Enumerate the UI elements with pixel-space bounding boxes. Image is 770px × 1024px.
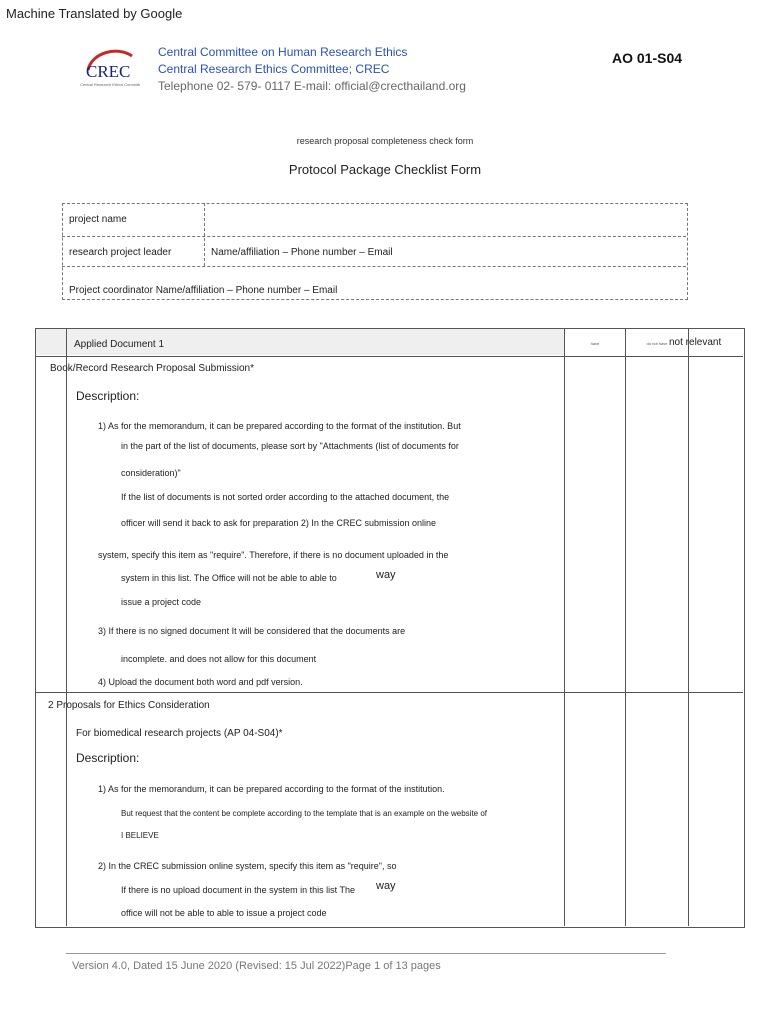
section2-title: 2 Proposals for Ethics Consideration bbox=[48, 700, 210, 711]
section2-line: way bbox=[376, 880, 396, 892]
research-leader-label: research project leader bbox=[69, 247, 172, 258]
section1-line: If the list of documents is not sorted order according to the attached document, the bbox=[121, 492, 450, 502]
col-header-not-have: do not have bbox=[646, 341, 668, 346]
org-contact: Telephone 02- 579- 0117 E-mail: official@crecthailand.org bbox=[158, 79, 466, 93]
org-name-primary: Central Committee on Human Research Ethics bbox=[158, 45, 408, 59]
section1-title: Book/Record Research Proposal Submission* bbox=[50, 363, 254, 374]
project-name-label: project name bbox=[69, 214, 127, 225]
table-column-divider bbox=[66, 328, 67, 926]
section1-line: 3) If there is no signed document It will be considered that the documents are bbox=[98, 626, 406, 636]
machine-translation-notice: Machine Translated by Google bbox=[6, 6, 183, 21]
section2-description-label: Description: bbox=[76, 751, 140, 765]
crec-logo bbox=[78, 44, 140, 94]
section1-line: 4) Upload the document both word and pdf version. bbox=[98, 677, 303, 687]
col-header-document: Applied Document 1 bbox=[74, 339, 165, 350]
section1-description-label: Description: bbox=[76, 389, 140, 403]
logo-subtext: Central Research Ethics Committee bbox=[80, 82, 140, 87]
col-header-have: have bbox=[590, 341, 600, 346]
research-leader-value: Name/affiliation – Phone number – Email bbox=[211, 247, 393, 258]
coordinator-label: Project coordinator Name/affiliation – Phone number – Email bbox=[69, 285, 338, 296]
table-row-divider bbox=[35, 356, 743, 357]
section2-line: If there is no upload document in the system in this list The bbox=[121, 885, 355, 895]
section1-line: officer will send it back to ask for preparation 2) In the CREC submission online bbox=[121, 518, 436, 528]
table-row-divider bbox=[35, 692, 743, 693]
form-title: Protocol Package Checklist Form bbox=[288, 162, 482, 177]
section2-line: 2) In the CREC submission online system, specify this item as "require", so bbox=[98, 861, 397, 871]
section1-line: 1) As for the memorandum, it can be prepared according to the format of the institution. But bbox=[98, 421, 461, 431]
section1-line: consideration)" bbox=[121, 468, 181, 478]
section1-line: in the part of the list of documents, please sort by "Attachments (list of documents for bbox=[121, 441, 459, 451]
section2-line: But request that the content be complete according to the template that is an example on the website of bbox=[121, 809, 488, 818]
info-divider bbox=[62, 266, 686, 267]
section2-line: office will not be able to able to issue a project code bbox=[121, 908, 327, 918]
section1-line: incomplete. and does not allow for this document bbox=[121, 654, 317, 664]
form-subtitle: research proposal completeness check form bbox=[296, 136, 474, 146]
section1-line: way bbox=[376, 569, 396, 581]
logo-text: CREC bbox=[86, 62, 131, 81]
org-name-secondary: Central Research Ethics Committee; CREC bbox=[158, 62, 390, 76]
info-column-divider bbox=[204, 203, 205, 266]
section2-line: 1) As for the memorandum, it can be prepared according to the format of the institution. bbox=[98, 784, 445, 794]
section1-line: system in this list. The Office will not be able to able to bbox=[121, 573, 337, 583]
document-code: AO 01-S04 bbox=[612, 50, 683, 66]
footer-divider bbox=[66, 953, 666, 954]
col-header-not-relevant: not relevant bbox=[669, 337, 722, 348]
page-footer: Version 4.0, Dated 15 June 2020 (Revised: 15 Jul 2022)Page 1 of 13 pages bbox=[72, 960, 441, 972]
section2-subtitle: For biomedical research projects (AP 04-S04)* bbox=[76, 728, 283, 739]
table-column-divider bbox=[688, 328, 689, 926]
table-column-divider bbox=[564, 328, 565, 926]
section2-line: I BELIEVE bbox=[121, 831, 159, 840]
table-column-divider bbox=[625, 328, 626, 926]
section1-line: issue a project code bbox=[121, 597, 202, 607]
info-divider bbox=[62, 236, 686, 237]
section1-line: system, specify this item as "require". Therefore, if there is no document uploaded in the bbox=[98, 550, 449, 560]
